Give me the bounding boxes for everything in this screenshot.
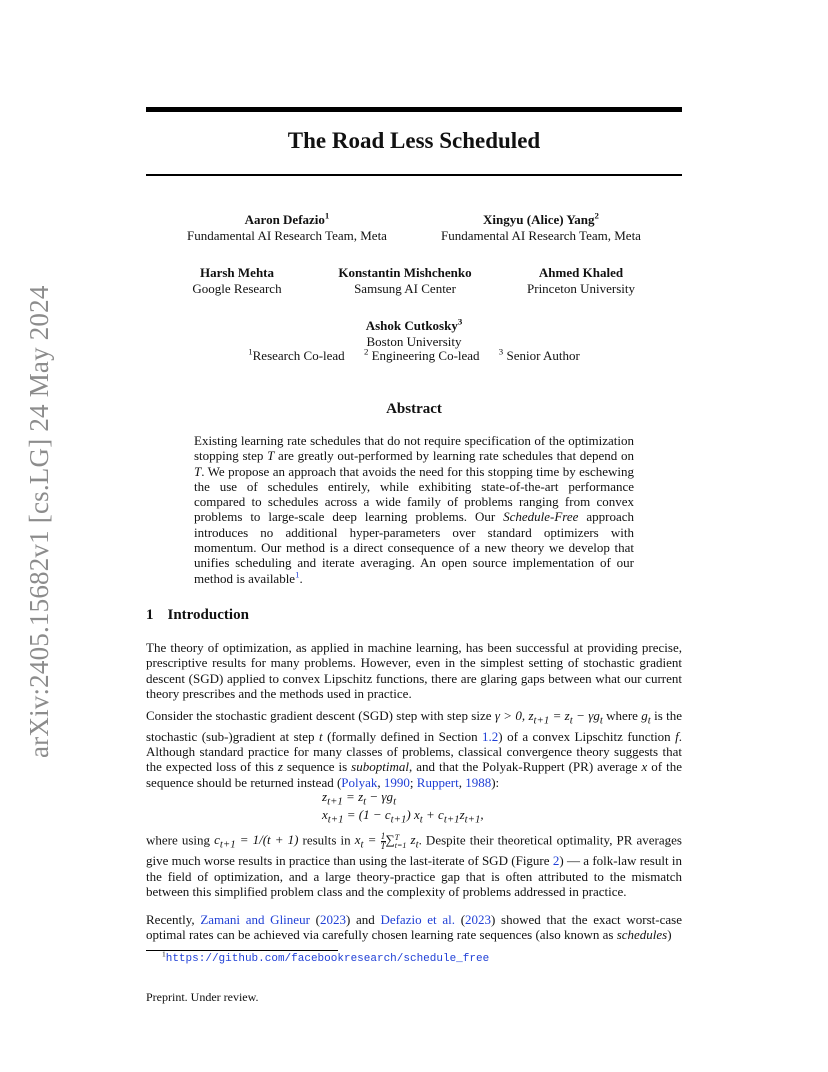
paragraph-text: (formally defined in Section <box>322 728 483 744</box>
figure-ref-link[interactable]: 2 <box>552 853 560 869</box>
paragraph-text: , and that the Polyak-Ruppert (PR) average <box>408 759 642 775</box>
paragraph-text: ) — a folk-law result in the field of optimization, and a large theory-practice gap that is often attributed to the mismatch between this simplified problem class and the complexity of problems addressed in practice. <box>146 853 682 899</box>
role-mark: 1 <box>248 346 253 357</box>
author-affiliation: Fundamental AI Research Team, Meta <box>441 227 641 243</box>
abstract-text: are greatly out-performed by learning rate schedules that depend on <box>274 448 634 464</box>
title-top-rule <box>146 107 682 112</box>
intro-paragraph-3 <box>146 832 682 899</box>
author-affiliation: Google Research <box>192 280 282 296</box>
method-name-emphasis: Schedule-Free <box>503 509 579 525</box>
author-block <box>420 212 662 243</box>
citation-link[interactable]: 2023 <box>319 912 346 927</box>
paragraph-text: where using <box>146 832 215 848</box>
math-var: f <box>675 728 679 744</box>
author-affiliation: Fundamental AI Research Team, Meta <box>187 227 387 243</box>
footnote-link[interactable]: 1 <box>295 569 300 580</box>
paragraph-text: . Although standard practice for many classes of problems, classical convergence theory suggests that the expected loss of this <box>146 728 683 775</box>
citation-sep: ( <box>309 912 320 927</box>
author-block <box>160 265 314 296</box>
intro-paragraph-4 <box>146 912 682 943</box>
math-sub: t <box>647 714 651 727</box>
math-var: g <box>641 708 648 723</box>
citation-link[interactable]: Zamani and Glineur <box>200 912 310 927</box>
math-sum-upper: T <box>394 832 400 842</box>
citation-link[interactable]: 2023 <box>465 912 492 927</box>
author-roles-line <box>146 348 682 364</box>
paragraph-text: Recently, <box>146 912 201 927</box>
author-mark: 2 <box>594 210 599 221</box>
citation-sep: , <box>377 774 384 790</box>
citation-link[interactable]: 1988 <box>465 774 492 790</box>
math-sub: t <box>415 839 419 852</box>
math-sum-lower: t=1 <box>394 840 407 850</box>
math-inline: = <box>363 832 381 848</box>
section-ref-link[interactable]: 1.2 <box>482 728 499 744</box>
author-mark: 3 <box>457 316 463 327</box>
math-sub: t <box>360 839 364 852</box>
author-name: Ashok Cutkosky <box>365 318 458 333</box>
math-inline: = 1/(t + 1) <box>235 832 299 848</box>
role-note <box>364 348 480 363</box>
author-block <box>320 265 490 296</box>
role-mark: 2 <box>363 346 369 357</box>
math-frac-den: T <box>380 841 386 851</box>
math-sub: t <box>599 714 603 727</box>
arxiv-identifier-stamp: arXiv:2405.15682v1 [cs.LG] 24 May 2024 <box>24 285 54 758</box>
math-sum: ∑ <box>385 832 395 848</box>
abstract-body <box>194 433 634 586</box>
math-inline: γ > 0, z <box>494 708 534 723</box>
paper-title: The Road Less Scheduled <box>287 128 541 153</box>
footnote-url-link[interactable]: https://github.com/facebookresearch/schedule_free <box>165 953 490 965</box>
math-var: T <box>194 463 202 479</box>
role-note <box>248 348 344 363</box>
math-sub: t <box>569 714 573 727</box>
abstract-text: . <box>299 570 303 586</box>
paragraph-text: ) of a convex Lipschitz function <box>498 728 676 744</box>
citation-link[interactable]: Ruppert <box>416 774 459 790</box>
section-title: Introduction <box>167 607 249 623</box>
emphasis: schedules <box>616 927 668 943</box>
citation-sep: ( <box>455 912 466 927</box>
role-note <box>499 348 580 363</box>
section-heading <box>146 607 249 624</box>
role-text: Senior Author <box>503 348 580 363</box>
math-var: z <box>277 759 283 775</box>
abstract-text: approach introduces no additional hyper-parameters over standard optimizers with momentum. Our method is a direct consequence of a new theory we develop that unifies scheduling and iterate averaging. An open source implementation of our method is available <box>194 509 634 586</box>
section-number: 1 <box>146 607 154 623</box>
equation-line-1: $z_{t+1} = z_t - \gamma g_t$ <box>322 789 397 808</box>
citation-link[interactable]: 1990 <box>383 774 410 790</box>
footnote-rule <box>146 950 338 951</box>
math-frac-num: 1 <box>380 831 386 841</box>
paragraph-text: ) and <box>345 912 381 927</box>
paragraph-text: results in <box>298 832 355 848</box>
role-text: Research Co-lead <box>252 348 345 363</box>
equation-line-2: $x_{t+1} = (1 - c_{t+1}) x_t + c_{t+1}z_{t+1}$, <box>322 807 484 826</box>
author-name: Ahmed Khaled <box>538 265 624 280</box>
citation-link[interactable]: Polyak <box>341 774 378 790</box>
author-name: Aaron Defazio <box>244 212 325 227</box>
author-mark: 1 <box>324 210 330 221</box>
author-affiliation: Samsung AI Center <box>354 280 456 296</box>
math-sub: t+1 <box>219 839 236 852</box>
preprint-footer: Preprint. Under review. <box>146 990 259 1004</box>
emphasis: suboptimal <box>351 759 409 775</box>
intro-paragraph-2 <box>146 708 682 790</box>
citation-link[interactable]: Defazio et al. <box>380 912 455 927</box>
role-mark: 3 <box>498 346 504 357</box>
abstract-text: Existing learning rate schedules that do not require specification of the optimization stopping step <box>194 433 634 464</box>
citation-sep: , <box>458 774 466 790</box>
author-affiliation: Boston University <box>366 333 462 349</box>
abstract-heading: Abstract <box>386 401 442 417</box>
math-inline: = z <box>549 708 570 723</box>
author-block <box>500 265 662 296</box>
math-inline: z <box>406 832 416 848</box>
author-block <box>166 212 408 243</box>
intro-paragraph-1: The theory of optimization, as applied in machine learning, has been successful at providing precise, prescriptive results for many problems. However, even in the simplest setting of stochastic gradient descent (SGD) applied to convex Lipschitz functions, there are glaring gaps between what our current theory prescribes and the methods used in practice. <box>146 640 682 701</box>
math-var: T <box>267 448 275 464</box>
paragraph-text: ) showed that the exact worst-case optimal rates can be achieved via carefully chosen learning rate sequences (also known as <box>146 912 682 943</box>
paragraph-text: is the stochastic (sub-)gradient at step <box>146 708 682 744</box>
paragraph-text: of the sequence should be returned instead ( <box>146 759 683 790</box>
author-name: Konstantin Mishchenko <box>338 265 472 280</box>
paragraph-text: where <box>602 708 642 723</box>
math-var: x <box>641 759 648 775</box>
math-sub: t+1 <box>533 714 550 727</box>
title-bottom-rule <box>146 174 682 176</box>
paragraph-text: ) <box>667 927 672 943</box>
author-affiliation: Princeton University <box>527 280 635 296</box>
paragraph-text: Consider the stochastic gradient descent (SGD) step with step size <box>146 708 495 723</box>
author-name: Harsh Mehta <box>199 265 275 280</box>
math-inline: x <box>354 832 361 848</box>
footnote <box>162 949 490 965</box>
paragraph-text: sequence is <box>282 759 352 775</box>
author-name: Xingyu (Alice) Yang <box>483 212 595 227</box>
author-block <box>330 318 498 349</box>
abstract-text: . We propose an approach that avoids the need for this stopping time by eschewing the use of schedules entirely, while exhibiting state-of-the-art performance compared to schedules across a wide family of problems ranging from convex problems to large-scale deep learning problems. Our <box>194 463 634 525</box>
math-var: t <box>319 728 323 744</box>
footnote-mark: 1 <box>162 949 166 959</box>
role-text: Engineering Co-lead <box>368 348 480 363</box>
math-inline: c <box>214 832 220 848</box>
math-inline: − γg <box>572 708 600 723</box>
paragraph-text: . Despite their theoretical optimality, PR averages give much worse results in practice than using the last-iterate of SGD (Figure <box>146 832 682 869</box>
paragraph-text: ): <box>491 774 500 790</box>
citation-sep: ; <box>409 774 417 790</box>
